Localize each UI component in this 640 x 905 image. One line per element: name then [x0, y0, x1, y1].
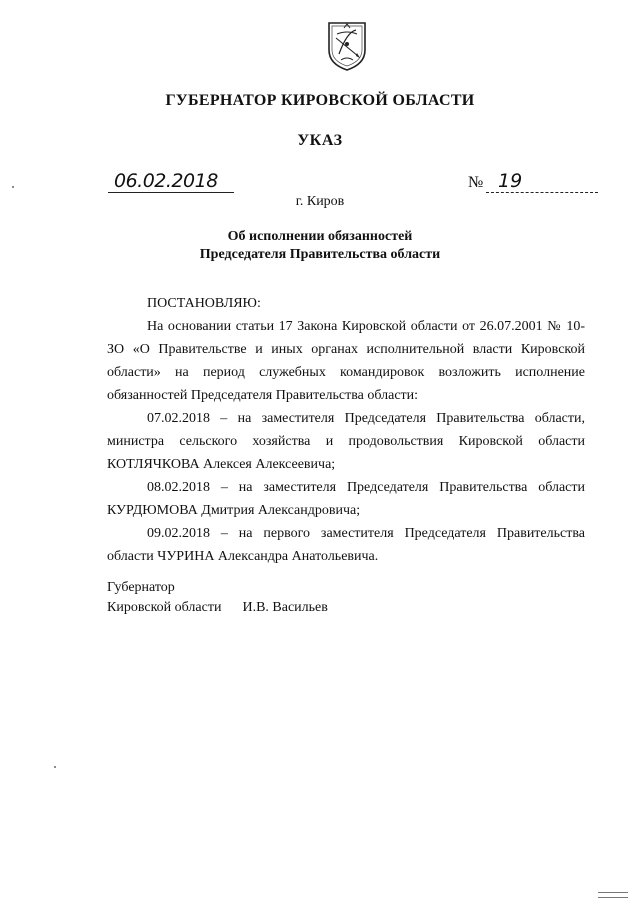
signatory-name: И.В. Васильев	[242, 600, 328, 615]
paragraph-item-1: 07.02.2018 – на заместителя Председателя Правительства области, министра сельского хозяйства и продовольствия Кировской области КОТЛЯЧКОВА Алексея Алексеевича;	[107, 411, 585, 472]
number-sign: №	[468, 174, 484, 191]
document-date: 06.02.2018	[108, 170, 234, 193]
paragraph-basis: На основании статьи 17 Закона Кировской области от 26.07.2001 № 10-ЗО «О Правительстве и иных органах исполнительной власти Кировской области» на период служебных командировок возложить исполнение обязанностей Председателя Правительства области:	[107, 319, 585, 403]
document-subject	[0, 228, 640, 264]
footer-mark	[598, 892, 628, 898]
scan-dot	[54, 766, 56, 768]
city: г. Киров	[295, 194, 345, 209]
issuing-authority: ГУБЕРНАТОР КИРОВСКОЙ ОБЛАСТИ	[165, 92, 475, 109]
subject-line-2: Председателя Правительства области	[199, 247, 441, 262]
paragraph-item-3: 09.02.2018 – на первого заместителя Председателя Правительства области ЧУРИНА Александра Анатольевича.	[107, 526, 585, 564]
signature-block	[107, 578, 328, 618]
signature-region-name	[107, 598, 328, 618]
document-number: 19	[486, 170, 598, 193]
coat-of-arms-icon	[326, 20, 368, 72]
signature-title: Губернатор	[107, 580, 175, 595]
paragraph-item-2: 08.02.2018 – на заместителя Председателя Правительства области КУРДЮМОВА Дмитрия Александровича;	[107, 480, 585, 518]
scan-dot	[12, 186, 14, 188]
subject-line-1: Об исполнении обязанностей	[227, 229, 413, 244]
decree-word: ПОСТАНОВЛЯЮ:	[147, 296, 261, 311]
document-body	[107, 292, 585, 568]
signature-region: Кировской области	[107, 600, 222, 615]
document-type: УКАЗ	[297, 132, 343, 149]
